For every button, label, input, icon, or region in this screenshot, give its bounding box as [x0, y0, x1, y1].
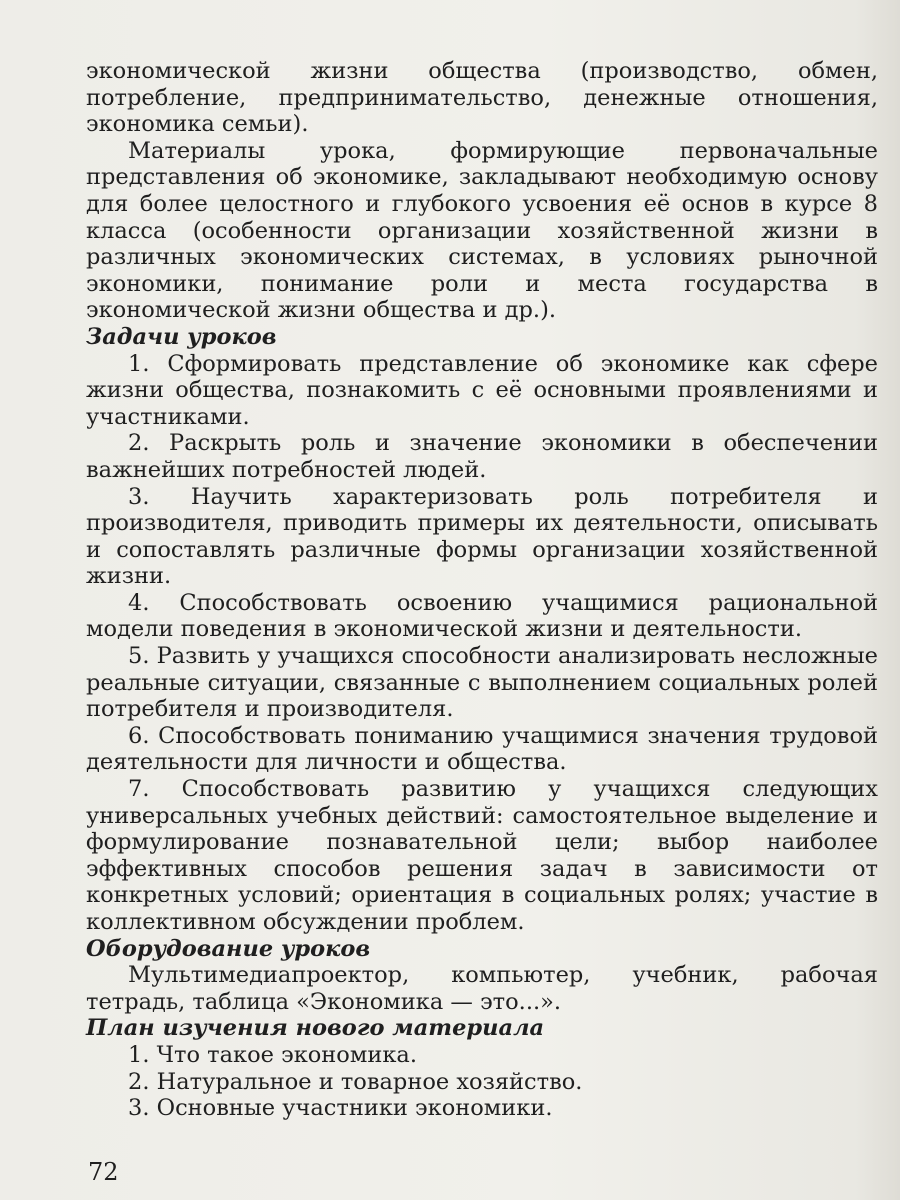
- task-item-7: 7. Способствовать развитию у учащихся следующих универсальных учебных действий: самостоятельное выделение и формулирование познавательной цели; выбор наиболее эффективных способов решения задач в зависимости от конкретных условий; ориентация в социальных ролях; участие в коллективном обсуждении проблем.: [86, 776, 878, 935]
- paragraph-lesson-materials: Материалы урока, формирующие первоначальные представления об экономике, закладывают необходимую основу для более целостного и глубокого усвоения её основ в курсе 8 класса (особенности организации хозяйственной жизни в различных экономических системах, в условиях рыночной экономики, понимание роли и места государства в экономической жизни общества и др.).: [86, 137, 878, 324]
- task-item-6: 6. Способствовать пониманию учащимися значения трудовой деятельности для личности и общества.: [86, 722, 878, 776]
- plan-item-3: 3. Основные участники экономики.: [128, 1095, 553, 1122]
- page-number: 72: [88, 1158, 119, 1186]
- page-content: [86, 58, 878, 1122]
- heading-lesson-equipment: Оборудование уроков: [86, 935, 371, 962]
- heading-study-plan: План изучения нового материала: [86, 1015, 545, 1042]
- equipment-text: Мультимедиапроектор, компьютер, учебник, рабочая тетрадь, таблица «Экономика — это...».: [86, 962, 878, 1015]
- plan-item-1: 1. Что такое экономика.: [128, 1041, 417, 1068]
- plan-item-2: 2. Натуральное и товарное хозяйство.: [128, 1068, 583, 1095]
- task-item-4: 4. Способствовать освоению учащимися рациональной модели поведения в экономической жизни и деятельности.: [86, 589, 878, 643]
- task-item-1: 1. Сформировать представление об экономике как сфере жизни общества, познакомить с её основными проявлениями и участниками.: [86, 350, 878, 430]
- task-item-2: 2. Раскрыть роль и значение экономики в обеспечении важнейших потребностей людей.: [86, 430, 878, 483]
- heading-lesson-tasks: Задачи уроков: [86, 323, 277, 350]
- task-item-5: 5. Развить у учащихся способности анализировать несложные реальные ситуации, связанные с выполнением социальных ролей потребителя и производителя.: [86, 643, 878, 723]
- paragraph-economic-life: экономической жизни общества (производство, обмен, потребление, предпринимательство, денежные отношения, экономика семьи).: [86, 58, 878, 138]
- task-item-3: 3. Научить характеризовать роль потребителя и производителя, приводить примеры их деятельности, описывать и сопоставлять различные формы организации хозяйственной жизни.: [86, 483, 878, 590]
